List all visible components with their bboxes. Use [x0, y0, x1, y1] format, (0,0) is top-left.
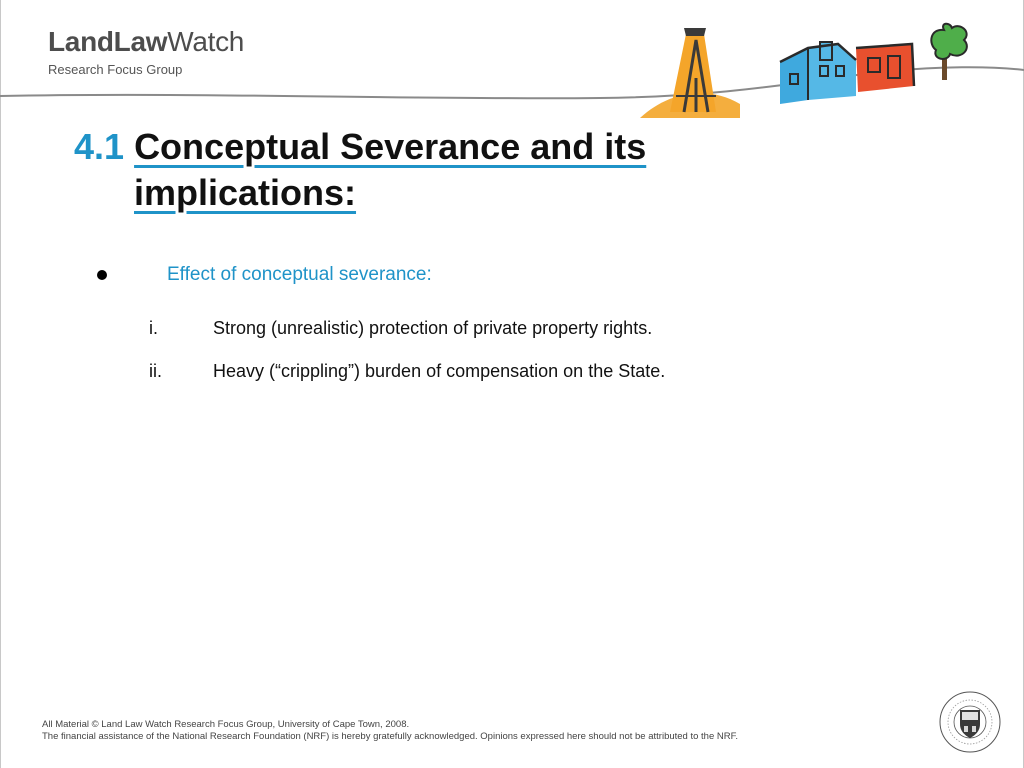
footer-copyright: All Material © Land Law Watch Research Focus Group, University of Cape Town, 2008. — [42, 719, 410, 730]
slide-title — [74, 124, 774, 216]
title-number: 4.1 — [74, 126, 125, 167]
list-item-text: Strong (unrealistic) protection of private property rights. — [213, 318, 653, 338]
list-item-marker: ii. — [149, 361, 162, 381]
logo-wordmark — [48, 26, 244, 58]
bullet-text: Effect of conceptual severance: — [167, 264, 432, 285]
footer-acknowledgement: The financial assistance of the National Research Foundation (NRF) is hereby gratefully acknowledged. Opinions expressed here should not be attributed to the NRF. — [42, 731, 738, 742]
list-item-marker: i. — [149, 318, 158, 338]
footer — [42, 719, 738, 743]
list-item-text: Heavy (“crippling”) burden of compensation on the State. — [213, 361, 666, 381]
logo-brand-light: Watch — [167, 26, 245, 57]
logo-subtitle: Research Focus Group — [48, 62, 183, 77]
logo-brand-bold: LandLaw — [48, 26, 168, 57]
university-crest-icon — [938, 690, 1002, 754]
logo — [48, 26, 244, 77]
title-line-1: Conceptual Severance and its — [134, 126, 647, 167]
bullet-dot-icon — [97, 270, 107, 280]
title-line-2: implications: — [134, 172, 357, 213]
